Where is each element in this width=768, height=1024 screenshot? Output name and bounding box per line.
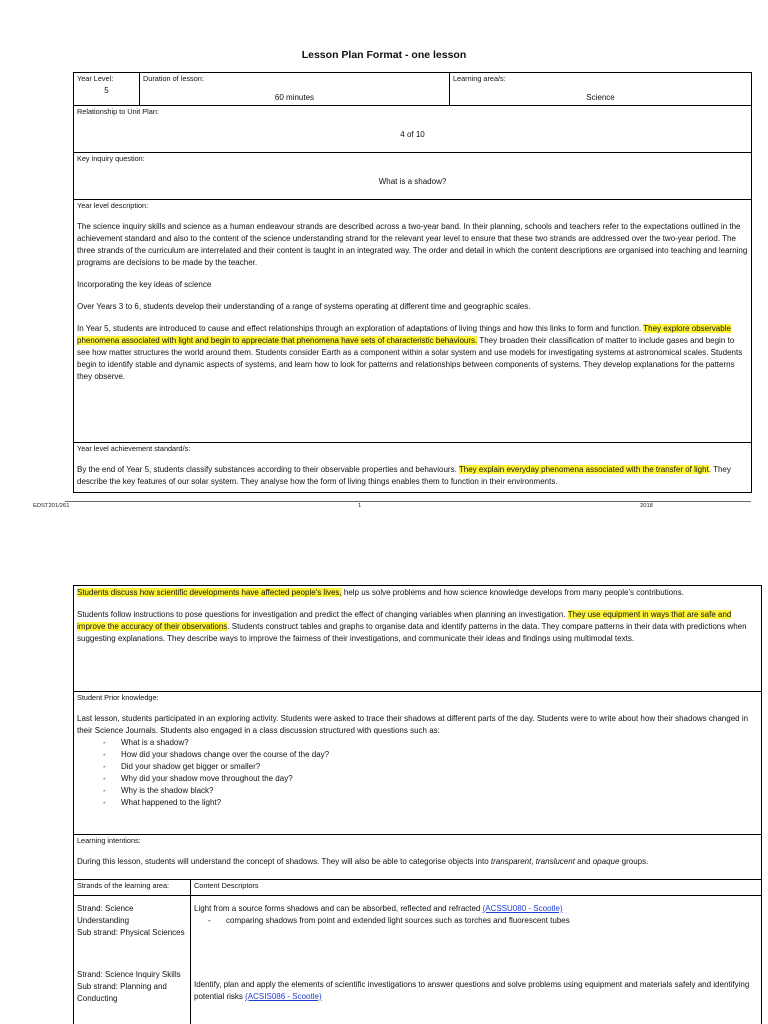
inquiry-question-value: What is a shadow? xyxy=(378,177,447,186)
document-title: Lesson Plan Format - one lesson xyxy=(301,49,467,61)
year-description-paragraph: The science inquiry skills and science as a human endeavour strands are described across a two-year band. In their planning, schools and teachers refer to the expectations outlined in the achievement standard and also to the content of the science understanding strand for the relevant year level to ensure that these two strands are addressed over the two-year period. The three strands of the curriculum are interrelated and their content is taught in an integrated way. The order and detail in which the content descriptions are organised into teaching and learning programs are decisions to be made by the teacher. xyxy=(77,222,748,267)
prior-knowledge-text: Last lesson, students participated in an exploring activity. Students were asked to trace their shadows at different parts of the day. Students were to write about how their shadows changed in their Science Journals. Students also engaged in a class discussion structured with questions such as: xyxy=(77,714,749,735)
separator: and xyxy=(574,857,593,866)
achievement-label: Year level achievement standard/s: xyxy=(77,444,191,453)
term-translucent: translucent xyxy=(535,857,575,866)
year-level-value: 5 xyxy=(104,86,109,95)
descriptor-1 xyxy=(194,903,758,915)
list-item: - Why did your shadow move throughout the day? xyxy=(103,773,758,785)
achievement-standard-cell xyxy=(74,443,752,493)
learning-area-label: Learning area/s: xyxy=(453,74,506,83)
year-level-description-cell xyxy=(74,200,752,443)
year-5-text-continued: They broaden their classification of matter to include gases and begin to see how matter structures the world around them. Students consider Earth as a component within a solar system and use models for investigating systems at astronomical scales. Students begin to identify stable and dynamic aspects of systems, and learn how to look for patterns and relationships between components of systems. They develop explanations for the patterns they observe. xyxy=(77,336,743,381)
list-item: - Why is the shadow black? xyxy=(103,785,758,797)
strands-cell xyxy=(74,896,191,1024)
highlighted-text: They explore observable phenomena associated with light and begin to appreciate that phenomena have sets of characteristic behaviours. xyxy=(77,324,731,345)
achievement-continued-paragraph xyxy=(77,587,758,599)
achievement-paragraph xyxy=(77,464,748,488)
year-5-paragraph xyxy=(77,323,748,383)
descriptors-label: Content Descriptors xyxy=(194,881,259,890)
descriptor-2 xyxy=(194,979,758,1003)
achievement-text: By the end of Year 5, students classify substances according to their observable properties and behaviours. xyxy=(77,465,457,474)
list-item: - Did your shadow get bigger or smaller? xyxy=(103,761,758,773)
prior-questions-list xyxy=(103,737,758,809)
inquiry-text-continued: . Students construct tables and graphs to organise data and identify patterns in the data. They compare patterns in their data with predictions when suggesting explanations. They describe ways to improve the fairness of their investigations, and communicate their ideas and findings using multimodal texts. xyxy=(77,622,747,643)
term-opaque: opaque xyxy=(592,857,620,866)
lesson-plan-table-page2 xyxy=(73,585,762,1024)
list-item: - What is a shadow? xyxy=(103,737,758,749)
descriptor-1-elaborations xyxy=(208,915,758,927)
descriptors-header-cell xyxy=(191,880,762,896)
acsis086-link[interactable]: (ACSIS086 - Scootle) xyxy=(245,992,322,1001)
achievement-inquiry-paragraph xyxy=(77,609,758,645)
strand-2-substrand: Sub strand: Planning and Conducting xyxy=(77,982,167,1003)
strand-2-name: Strand: Science Inquiry Skills xyxy=(77,970,181,979)
prior-knowledge-cell xyxy=(74,692,762,835)
year-description-label: Year level description: xyxy=(77,201,149,210)
year-5-text: In Year 5, students are introduced to cause and effect relationships through an exploration of adaptations of living things and how this links to form and function. xyxy=(77,324,642,333)
learning-intentions-label: Learning intentions: xyxy=(77,836,141,845)
descriptors-cell xyxy=(191,896,762,1024)
intentions-text: During this lesson, students will understand the concept of shadows. They will also be able to categorise objects into xyxy=(77,857,491,866)
unit-plan-cell xyxy=(74,106,752,153)
learning-area-value: Science xyxy=(586,93,615,102)
footer-divider xyxy=(65,501,751,502)
highlighted-text: Students discuss how scientific developments have affected people's lives, xyxy=(77,588,342,597)
footer-year: 2018 xyxy=(640,503,653,509)
list-item: - How did your shadows change over the course of the day? xyxy=(103,749,758,761)
strands-label: Strands of the learning area: xyxy=(77,881,170,890)
achievement-continued-text: help us solve problems and how science knowledge develops from many people's contributions. xyxy=(341,588,684,597)
prior-knowledge-label: Student Prior knowledge: xyxy=(77,693,159,702)
inquiry-question-label: Key inquiry question: xyxy=(77,154,145,163)
inquiry-text: Students follow instructions to pose questions for investigation and predict the effect of changing variables when planning an investigation. xyxy=(77,610,566,619)
descriptor-1-text: Light from a source forms shadows and can be absorbed, reflected and refracted xyxy=(194,904,483,913)
duration-cell xyxy=(140,73,450,106)
strand-1-substrand: Sub strand: Physical Sciences xyxy=(77,928,185,937)
lesson-plan-table-page1 xyxy=(73,72,752,493)
page-number: 1 xyxy=(358,503,362,509)
term-transparent: transparent xyxy=(490,857,532,866)
inquiry-question-cell xyxy=(74,153,752,200)
unit-plan-value: 4 of 10 xyxy=(400,130,425,139)
achievement-text-continued: . They describe the key features of our solar system. They analyse how the form of living things enables them to function in their environments. xyxy=(77,465,731,486)
acssu080-link[interactable]: (ACSSU080 - Scootle) xyxy=(482,904,563,913)
list-item: - What happened to the light? xyxy=(103,797,758,809)
years-3-to-6-paragraph: Over Years 3 to 6, students develop their understanding of a range of systems operating at different time and geographic scales. xyxy=(77,302,531,311)
duration-value: 60 minutes xyxy=(274,93,315,102)
list-item: - comparing shadows from point and extended light sources such as torches and fluorescent tubes xyxy=(208,915,758,927)
learning-intentions-text xyxy=(77,856,758,868)
course-code: EDST201/261 xyxy=(33,503,70,509)
year-level-cell xyxy=(74,73,140,106)
key-ideas-paragraph: Incorporating the key ideas of science xyxy=(77,280,212,289)
intentions-text-end: groups. xyxy=(619,857,649,866)
unit-plan-label: Relationship to Unit Plan: xyxy=(77,107,159,116)
learning-intentions-cell xyxy=(74,835,762,880)
highlighted-text: They explain everyday phenomena associated with the transfer of light xyxy=(458,465,709,474)
separator: , xyxy=(531,857,536,866)
learning-area-cell xyxy=(450,73,752,106)
descriptor-2-text: Identify, plan and apply the elements of scientific investigations to answer questions and solve problems using equipment and materials safely and identifying potential risks xyxy=(194,980,750,1001)
strand-1-name: Strand: Science Understanding xyxy=(77,904,134,925)
year-level-label: Year Level: xyxy=(77,74,114,83)
achievement-continued-cell xyxy=(74,586,762,692)
duration-label: Duration of lesson: xyxy=(143,74,204,83)
strands-header-cell xyxy=(74,880,191,896)
highlighted-text: They use equipment in ways that are safe and improve the accuracy of their observations xyxy=(77,610,732,631)
